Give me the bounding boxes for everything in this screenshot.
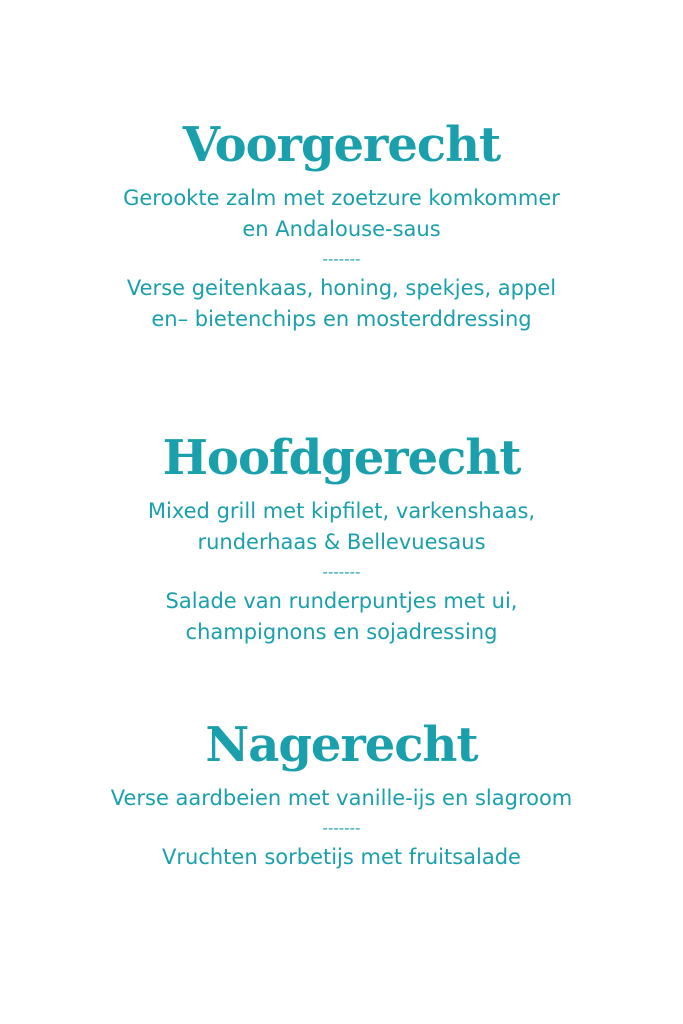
dish-line: Salade van runderpuntjes met ui, [165,589,518,613]
section-title: Hoofdgerecht [162,430,521,486]
dish-separator: ------- [322,563,361,581]
dish-line: Vruchten sorbetijs met fruitsalade [162,845,521,869]
dish-line: champignons en sojadressing [185,620,498,644]
section-hoofdgerecht [0,428,683,648]
section-voorgerecht [0,115,683,335]
dish-separator: ------- [322,819,361,837]
dish-separator: ------- [322,250,361,268]
dish-line: Gerookte zalm met zoetzure komkommer [123,186,560,210]
section-title: Voorgerecht [182,117,501,173]
dish-line: en Andalouse-saus [242,217,441,241]
section-title: Nagerecht [205,717,478,773]
section-nagerecht [0,715,683,873]
dish-line: Verse aardbeien met vanille-ijs en slagroom [110,786,573,810]
dish-line: runderhaas & Bellevuesaus [197,530,486,554]
dish-line: Mixed grill met kipfilet, varkenshaas, [147,499,536,523]
dish-line: en– bietenchips en mosterddressing [151,307,532,331]
dish-line: Verse geitenkaas, honing, spekjes, appel [126,276,557,300]
